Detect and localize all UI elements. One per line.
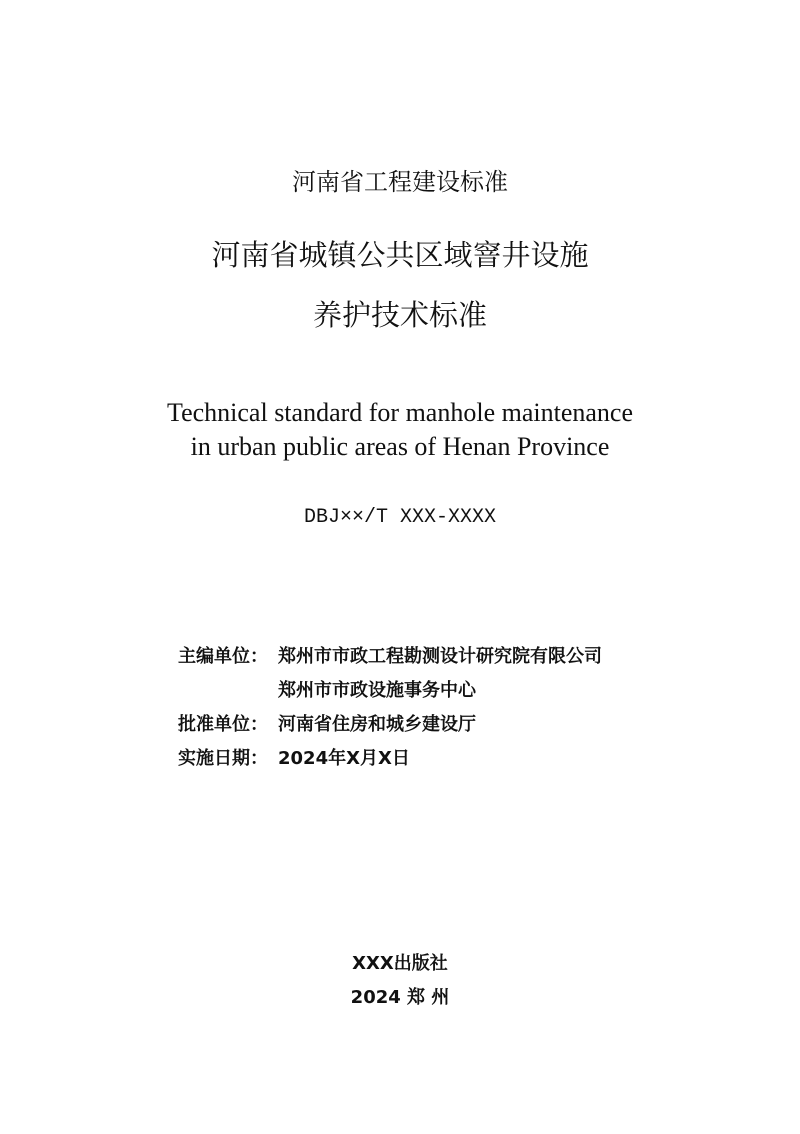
approver-row xyxy=(178,708,602,742)
publisher: XXX出版社 xyxy=(352,953,448,974)
effective-date-row xyxy=(178,742,602,776)
editor-row xyxy=(178,640,602,674)
main-title-line-1: 河南省城镇公共区域窨井设施 xyxy=(211,238,589,272)
main-title-line-2: 养护技术标准 xyxy=(312,298,487,332)
info-block xyxy=(178,640,602,776)
editor-1: 郑州市市政工程勘测设计研究院有限公司 xyxy=(278,646,602,667)
english-title-line-1: Technical standard for manhole maintenance xyxy=(167,398,633,427)
editor-row-2 xyxy=(178,674,602,708)
approver: 河南省住房和城乡建设厅 xyxy=(278,714,476,735)
series-title: 河南省工程建设标准 xyxy=(292,168,508,196)
editor-label: 主编单位： xyxy=(178,646,268,667)
editor-2: 郑州市市政设施事务中心 xyxy=(278,680,476,701)
effective-date: 2024年X月X日 xyxy=(278,748,410,769)
editor-label-spacer xyxy=(178,674,278,708)
standard-code: DBJ××/T XXX-XXXX xyxy=(303,506,497,529)
approver-label: 批准单位： xyxy=(178,714,268,735)
english-title-line-2: in urban public areas of Henan Province xyxy=(190,432,610,461)
publication-place-year: 2024 郑 州 xyxy=(350,987,450,1008)
effective-date-label: 实施日期： xyxy=(178,748,268,769)
